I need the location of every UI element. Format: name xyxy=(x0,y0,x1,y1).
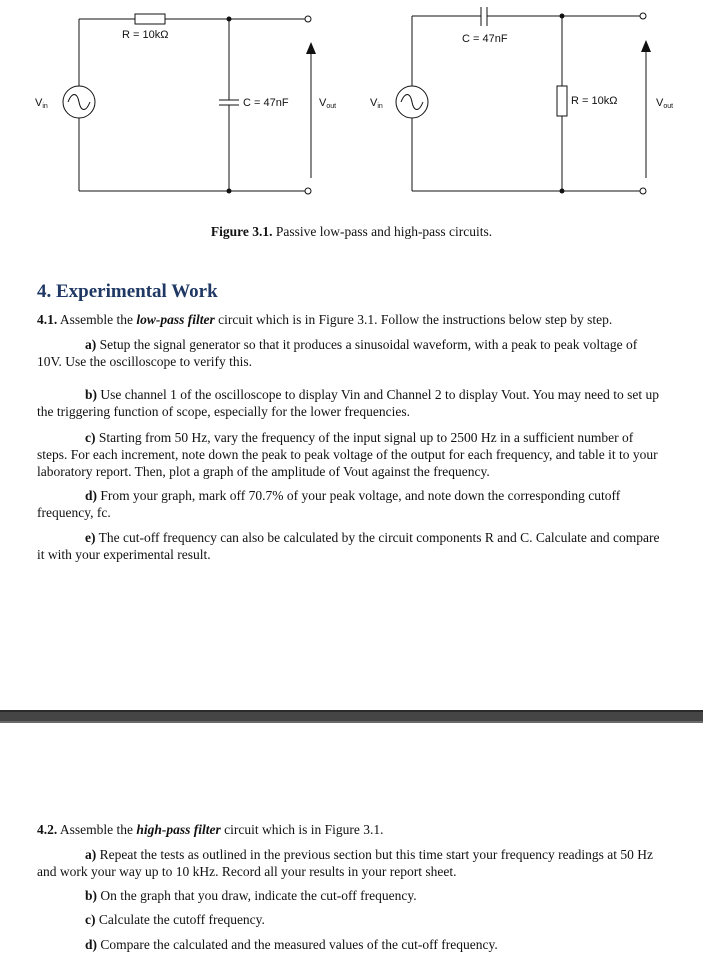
step-4-2-c: c) Calculate the cutoff frequency. xyxy=(85,912,265,927)
lowpass-resistor xyxy=(135,14,165,24)
step-4-2-d: d) Compare the calculated and the measured values of the cut-off frequency. xyxy=(85,937,498,952)
step-4-1: 4.1. Assemble the low-pass filter circuit which is in Figure 3.1. Follow the instructions below step by step. xyxy=(37,312,613,327)
lowpass-output-terminal-bottom xyxy=(305,188,311,194)
step-4-2-b: b) On the graph that you draw, indicate the cut-off frequency. xyxy=(85,888,417,903)
step-4-1-b: b) Use channel 1 of the oscilloscope to display Vin and Channel 2 to display Vout. You may need to set up the triggering function of scope, especially for the lower frequencies. xyxy=(37,387,660,419)
figure-3-1 xyxy=(0,0,703,215)
figure-caption-text: Passive low-pass and high-pass circuits. xyxy=(272,224,493,239)
figure-caption xyxy=(0,224,703,240)
highpass-capacitor-label: C = 47nF xyxy=(462,33,508,45)
step-4-2: 4.2. Assemble the high-pass filter circuit which is in Figure 3.1. xyxy=(37,822,384,837)
lowpass-capacitor-label: C = 47nF xyxy=(243,97,289,109)
lowpass-output-terminal-top xyxy=(305,16,311,22)
section-title: 4. Experimental Work xyxy=(37,281,218,302)
lowpass-vout-label: Vout xyxy=(319,97,337,110)
lowpass-vin-label: Vin xyxy=(35,97,48,110)
step-4-1-e: e) The cut-off frequency can also be calculated by the circuit components R and C. Calculate and compare it with your experimental result. xyxy=(37,530,660,562)
step-4-2-number: 4.2. xyxy=(37,822,58,837)
highpass-output-terminal-bottom xyxy=(640,188,646,194)
highpass-vout-arrow-icon xyxy=(641,40,651,52)
highpass-output-terminal-top xyxy=(640,13,646,19)
page-divider xyxy=(0,710,703,723)
step-4-2-emphasis: high-pass filter xyxy=(136,822,221,837)
highpass-resistor-label: R = 10kΩ xyxy=(571,95,618,107)
step-4-1-number: 4.1. xyxy=(37,312,58,327)
step-4-1-d: d) From your graph, mark off 70.7% of your peak voltage, and note down the corresponding cutoff frequency, fc. xyxy=(37,488,621,520)
figure-caption-label: Figure 3.1. xyxy=(210,224,273,239)
step-4-1-emphasis: low-pass filter xyxy=(136,312,215,327)
highpass-vout-label: Vout xyxy=(656,97,674,110)
highpass-resistor xyxy=(557,86,567,116)
highpass-vin-label: Vin xyxy=(370,97,383,110)
step-4-1-a: a) Setup the signal generator so that it produces a sinusoidal waveform, with a peak to peak voltage of 10V. Use the oscilloscope to verify this. xyxy=(37,337,638,369)
lowpass-vout-arrow-icon xyxy=(306,42,316,54)
step-4-2-a: a) Repeat the tests as outlined in the previous section but this time start your frequency readings at 50 Hz and work your way up to 10 kHz. Record all your results in your report sheet. xyxy=(37,847,653,879)
lowpass-resistor-label: R = 10kΩ xyxy=(122,29,169,41)
step-4-1-c: c) Starting from 50 Hz, vary the frequency of the input signal up to 2500 Hz in a sufficient number of steps. For each increment, note down the peak to peak voltage of the output for each frequency, and table it to your laboratory report. Then, plot a graph of the amplitude of Vout against the frequency. xyxy=(37,430,658,479)
